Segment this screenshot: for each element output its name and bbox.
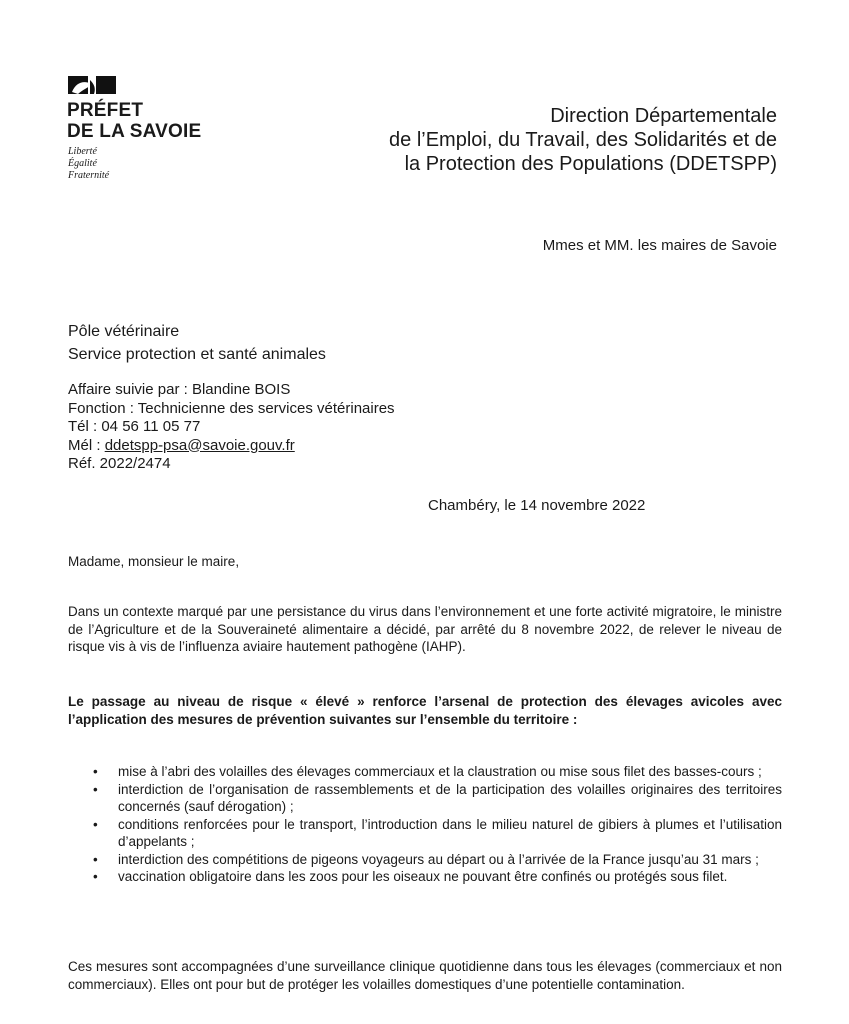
list-item-text: interdiction des compétitions de pigeons voyageurs au départ ou à l’arrivée de la France jusqu’au 31 mars ; <box>118 851 759 867</box>
prefet-title <box>67 100 201 142</box>
paragraph-risk-level: Le passage au niveau de risque « élevé » renforce l’arsenal de protection des élevages avicoles avec l’application des mesures de prévention suivantes sur l’ensemble du territoire : <box>68 694 782 727</box>
prefet-line1: PRÉFET <box>67 100 144 121</box>
contact-block <box>68 381 395 474</box>
motto-liberte: Liberté <box>68 146 97 157</box>
mel-label: Mél : <box>68 436 105 454</box>
salutation: Madame, monsieur le maire, <box>68 554 240 569</box>
bullet-icon: • <box>93 764 98 779</box>
prefet-line2: DE LA SAVOIE <box>67 121 202 142</box>
motto-egalite: Égalité <box>68 158 97 169</box>
bullet-icon: • <box>93 781 98 797</box>
list-item-text: conditions renforcées pour le transport, l’introduction dans le milieu naturel de gibiers à plumes et l’utilisation d’appelants ; <box>118 816 782 849</box>
marianne-logo <box>66 74 118 96</box>
direction-line2: de l’Emploi, du Travail, des Solidarités et de <box>389 129 777 151</box>
bullet-icon: • <box>93 816 98 832</box>
contact-mel <box>68 437 395 456</box>
list-item-text: mise à l’abri des volailles des élevages commerciaux et la claustration ou mise sous filet des basses-cours ; <box>118 764 762 779</box>
motto-fraternite: Fraternité <box>68 170 110 181</box>
letter-date: Chambéry, le 14 novembre 2022 <box>428 497 646 514</box>
direction-line3: la Protection des Populations (DDETSPP) <box>404 153 777 175</box>
paragraph-surveillance: Ces mesures sont accompagnées d’une surveillance clinique quotidienne dans tous les élevages (commerciaux et non commerciaux). Elles ont pour but de protéger les volailles domestiques d’une potentielle contamination. <box>68 959 782 992</box>
paragraph-context: Dans un contexte marqué par une persistance du virus dans l’environnement et une forte activité migratoire, le ministre de l’Agriculture et de la Souveraineté alimentaire a décidé, par arrêté du 8 novembre 2022, de relever le niveau de risque vis à vis de l’influenza aviaire hautement pathogène (IAHP). <box>68 604 782 654</box>
service-line1: Pôle vétérinaire <box>68 323 180 340</box>
contact-affaire: Affaire suivie par : Blandine BOIS <box>68 381 291 398</box>
direction-line1: Direction Départementale <box>550 105 777 127</box>
bullet-icon: • <box>93 869 98 884</box>
list-item <box>68 851 782 869</box>
list-item-text: interdiction de l’organisation de rassemblements et de la participation des volailles originaires des territoires concernés (sauf dérogation) ; <box>118 781 782 814</box>
recipient: Mmes et MM. les maires de Savoie <box>542 237 777 254</box>
contact-tel: Tél : 04 56 11 05 77 <box>68 418 201 435</box>
measures-list <box>68 763 782 886</box>
email-link[interactable]: ddetspp-psa@savoie.gouv.fr <box>104 436 295 454</box>
service-line2: Service protection et santé animales <box>68 346 326 363</box>
list-item <box>68 868 782 886</box>
direction-header <box>257 104 777 176</box>
list-item <box>68 781 782 816</box>
motto <box>68 146 109 182</box>
contact-fonction: Fonction : Technicienne des services vétérinaires <box>68 399 395 417</box>
list-item <box>68 816 782 851</box>
bullet-icon: • <box>93 851 98 867</box>
service-block <box>68 320 326 366</box>
contact-ref: Réf. 2022/2474 <box>68 455 171 472</box>
list-item <box>68 763 782 781</box>
list-item-text: vaccination obligatoire dans les zoos pour les oiseaux ne pouvant être confinés ou protégés sous filet. <box>118 869 728 884</box>
